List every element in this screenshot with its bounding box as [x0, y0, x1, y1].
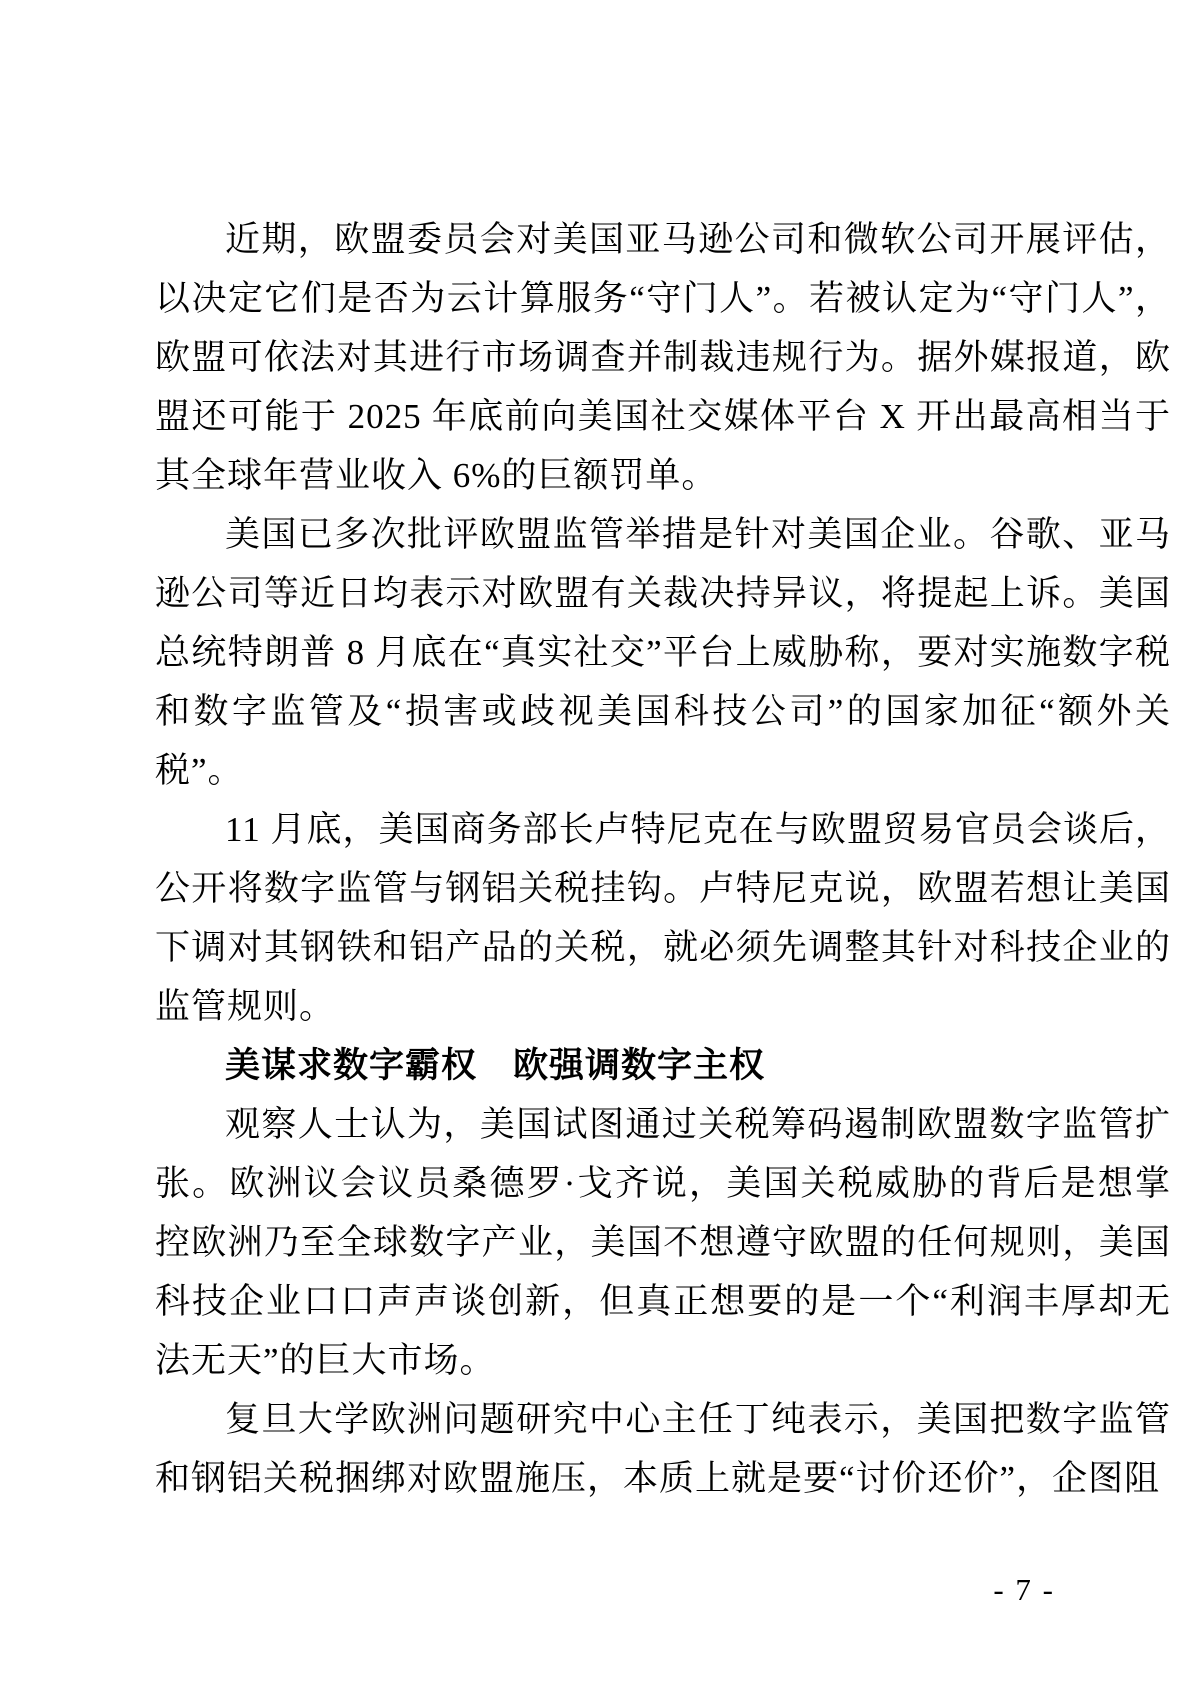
section-heading: 美谋求数字霸权 欧强调数字主权	[225, 1046, 766, 1085]
document-body	[155, 210, 1171, 1508]
paragraph: 美国已多次批评欧盟监管举措是针对美国企业。谷歌、亚马逊公司等近日均表示对欧盟有关裁决持异议，将提起上诉。美国总统特朗普 8 月底在“真实社交”平台上威胁称，要对实施数字税和数字监管及“损害或歧视美国科技公司”的国家加征“额外关税”。	[155, 515, 1171, 790]
page-number: - 7 -	[993, 1572, 1055, 1607]
paragraph: 近期，欧盟委员会对美国亚马逊公司和微软公司开展评估，以决定它们是否为云计算服务“守门人”。若被认定为“守门人”，欧盟可依法对其进行市场调查并制裁违规行为。据外媒报道，欧盟还可能于 2025 年底前向美国社交媒体平台 X 开出最高相当于其全球年营业收入 6%的巨额罚单。	[155, 220, 1171, 495]
paragraph: 11 月底，美国商务部长卢特尼克在与欧盟贸易官员会谈后，公开将数字监管与钢铝关税挂钩。卢特尼克说，欧盟若想让美国下调对其钢铁和铝产品的关税，就必须先调整其针对科技企业的监管规则。	[155, 810, 1171, 1026]
paragraph: 观察人士认为，美国试图通过关税筹码遏制欧盟数字监管扩张。欧洲议会议员桑德罗·戈齐说，美国关税威胁的背后是想掌控欧洲乃至全球数字产业，美国不想遵守欧盟的任何规则，美国科技企业口口声声谈创新，但真正想要的是一个“利润丰厚却无法无天”的巨大市场。	[155, 1105, 1171, 1380]
paragraph: 复旦大学欧洲问题研究中心主任丁纯表示，美国把数字监管和钢铝关税捆绑对欧盟施压，本质上就是要“讨价还价”，企图阻	[155, 1400, 1171, 1498]
